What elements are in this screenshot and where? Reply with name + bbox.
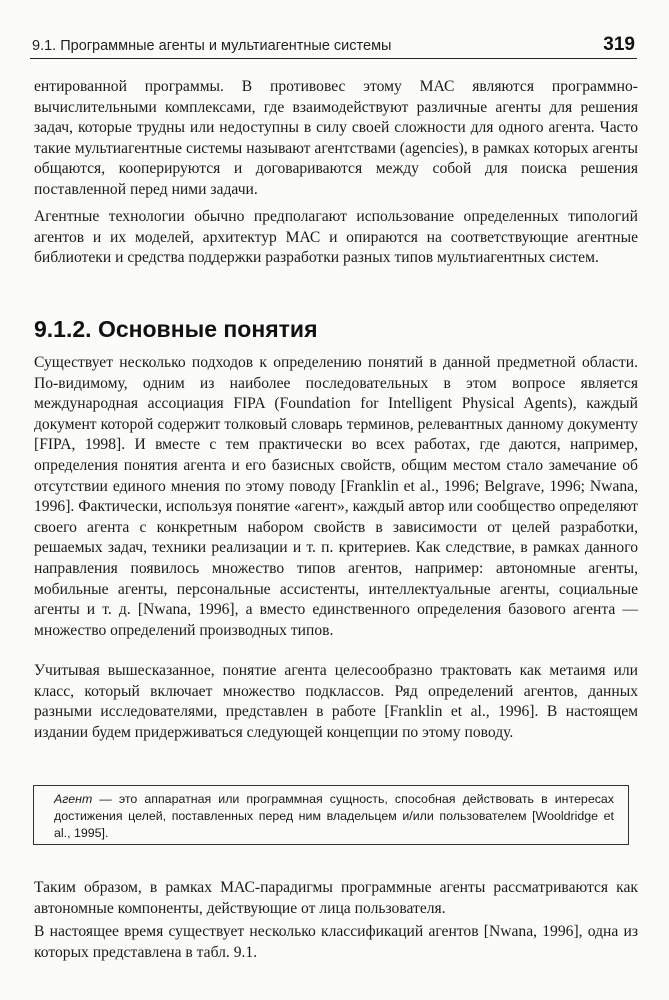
paragraph-2-block — [34, 207, 638, 269]
header-chapter-title: 9.1. Программные агенты и мультиагентные системы — [32, 38, 392, 54]
section-heading — [34, 316, 318, 343]
definition-text: — это аппаратная или программная сущность, способная действовать в интересах достижения целей, поставленных перед ним владельцем и/или пользователем [Wooldridge et al., 1995]. — [54, 792, 614, 841]
paragraph-5-block — [34, 878, 638, 919]
paragraph-6: В настоящее время существует несколько классификаций агентов [Nwana, 1996], одна из которых представлена в табл. 9.1. — [34, 923, 638, 961]
paragraph-1-block — [34, 77, 638, 201]
running-header — [30, 30, 637, 59]
paragraph-5: Таким образом, в рамках МАС-парадигмы программные агенты рассматриваются как автономные компоненты, действующие от лица пользователя. — [34, 879, 638, 917]
paragraph-1: ентированной программы. В противовес этому МАС являются программно-вычислительными комплексами, где взаимодействуют различные агенты для решения задач, которые трудны или недоступны в силу своей сложности для одного агента. Часто такие мультиагентные системы называют агентствами (agencies), в рамках которых агенты общаются, кооперируются и договариваются между собой для поиска решения поставленной перед ними задачи. — [34, 78, 638, 198]
page-number: 319 — [603, 34, 635, 55]
section-number: 9.1.2. — [34, 316, 92, 342]
section-title: Основные понятия — [97, 316, 318, 342]
paragraph-2: Агентные технологии обычно предполагают использование определенных типологий агентов и их моделей, архитектур МАС и опираются на соответствующие агентные библиотеки и средства поддержки разработки разных типов мультиагентных систем. — [34, 208, 638, 267]
paragraph-3-block — [34, 353, 638, 641]
paragraph-3: Существует несколько подходов к определению понятий в данной предметной области. По-видимому, одним из наиболее последовательных в этом вопросе является международная ассоциация FIPA (Foundation for Intelligent Physical Agents), каждый документ которой содержит толковый словарь терминов, релевантных данному документу [FIPA, 1998]. И вместе с тем практически во всех работах, где даются, например, определения понятия агента и его базисных свойств, общим местом стало замечание об отсутствии единого мнения по этому поводу [Franklin et al., 1996; Belgrave, 1996; Nwana, 1996]. Фактически, используя понятие «агент», каждый автор или сообщество определяют своего агента с конкретным набором свойств в зависимости от целей разработки, решаемых задач, техники реализации и т. п. критериев. Как следствие, в рамках данного направления появилось множество типов агентов, например: автономные агенты, мобильные агенты, персональные ассистенты, интеллектуальные агенты, социальные агенты и т. д. [Nwana, 1996], а вместо единственного определения базового агента — множество определений производных типов. — [34, 354, 638, 639]
paragraph-6-block — [34, 922, 638, 963]
definition-term: Агент — [54, 792, 93, 806]
paragraph-4: Учитывая вышесказанное, понятие агента целесообразно трактовать как метаимя или класс, который включает множество подклассов. Ряд определений агентов, данных разными исследователями, представлен в работе [Franklin et al., 1996]. В настоящем издании будем придерживаться следующей концепции по этому поводу. — [34, 662, 638, 741]
definition-box — [33, 785, 629, 845]
paragraph-4-block — [34, 661, 638, 743]
